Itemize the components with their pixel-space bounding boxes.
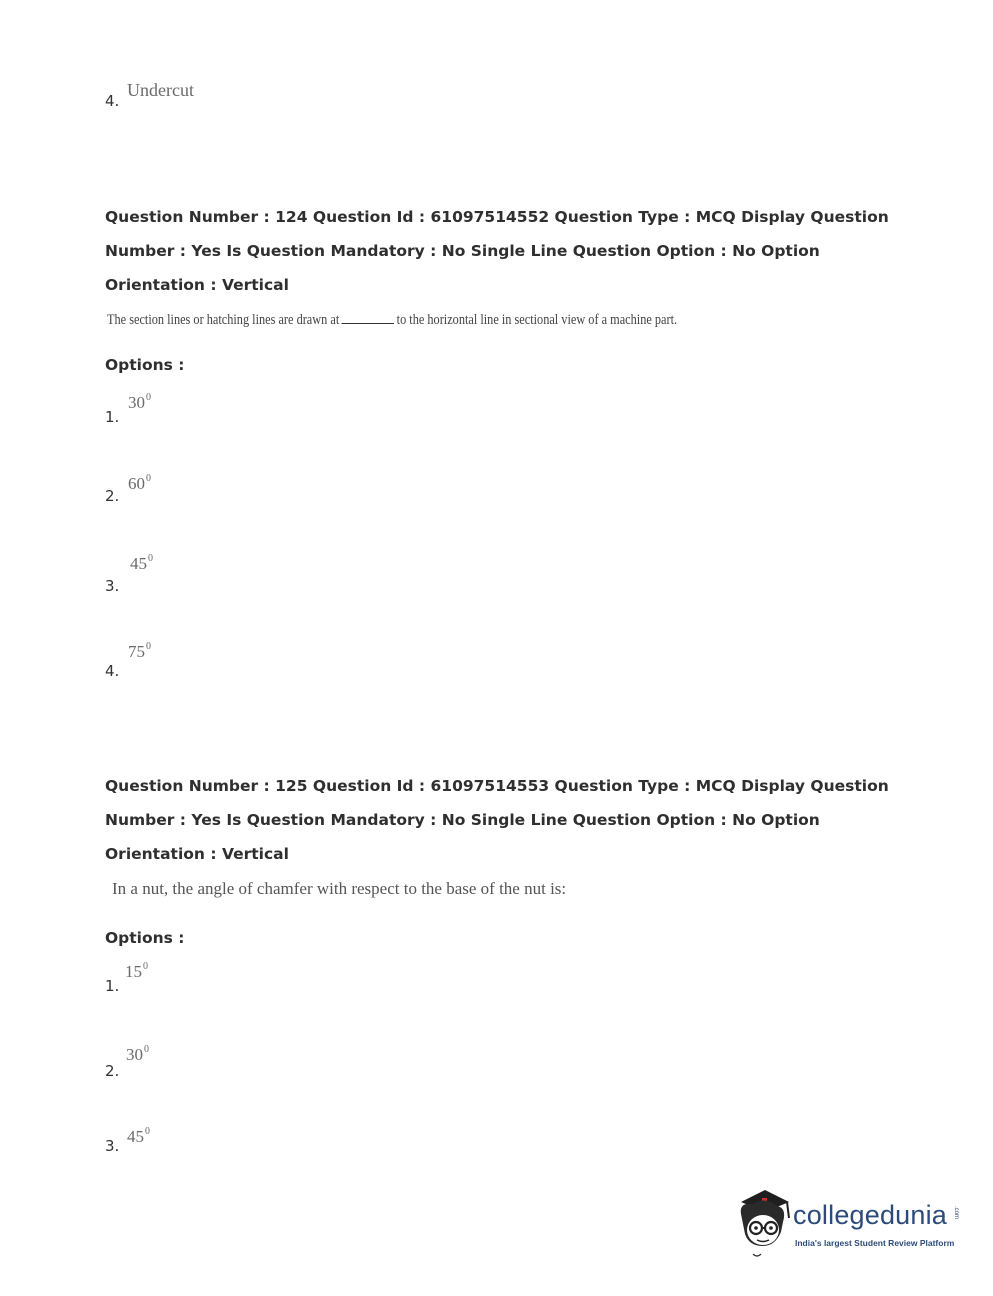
question-meta-line: Orientation : Vertical [105, 845, 289, 863]
option-number: 4. [105, 92, 120, 110]
option-number: 1. [105, 408, 120, 426]
question-meta [105, 200, 905, 302]
question-text-after: to the horizontal line in sectional view of a machine part. [396, 312, 678, 328]
option-number: 2. [105, 1062, 120, 1080]
collegedunia-logo [735, 1188, 965, 1258]
question-meta-line: Question Number : 124 Question Id : 61097514552 Question Type : MCQ Display Question [105, 208, 889, 226]
option-value: $30^0$ [128, 392, 151, 412]
option-text: Undercut [127, 80, 194, 100]
logo-suffix: .com [953, 1206, 959, 1220]
option-value: $45^0$ [127, 1126, 150, 1146]
question-meta-line: Number : Yes Is Question Mandatory : No Single Line Question Option : No Option [105, 811, 820, 829]
question-meta-line: Question Number : 125 Question Id : 61097514553 Question Type : MCQ Display Question [105, 777, 889, 795]
answer-blank [342, 311, 394, 324]
option-number: 4. [105, 662, 120, 680]
question-meta-line: Number : Yes Is Question Mandatory : No Single Line Question Option : No Option [105, 242, 820, 260]
option-value: $60^0$ [128, 473, 151, 493]
options-label: Options : [105, 356, 185, 374]
option-number: 1. [105, 977, 120, 995]
question-meta [105, 769, 905, 871]
question-meta-line: Orientation : Vertical [105, 276, 289, 294]
option-number: 3. [105, 1137, 120, 1155]
mascot-icon [735, 1188, 795, 1258]
question-text: In a nut, the angle of chamfer with respect to the base of the nut is: [112, 879, 567, 898]
logo-tagline: India's largest Student Review Platform [795, 1238, 955, 1248]
option-value: $15^0$ [125, 961, 148, 981]
option-value: $45^0$ [130, 553, 153, 573]
question-text-before: The section lines or hatching lines are drawn at [107, 312, 340, 328]
option-number: 3. [105, 577, 120, 595]
option-number: 2. [105, 487, 120, 505]
question-text [107, 311, 677, 329]
logo-wordmark: collegedunia [793, 1200, 948, 1230]
option-value: $75^0$ [128, 641, 151, 661]
options-label: Options : [105, 929, 185, 947]
option-value: $30^0$ [126, 1044, 149, 1064]
